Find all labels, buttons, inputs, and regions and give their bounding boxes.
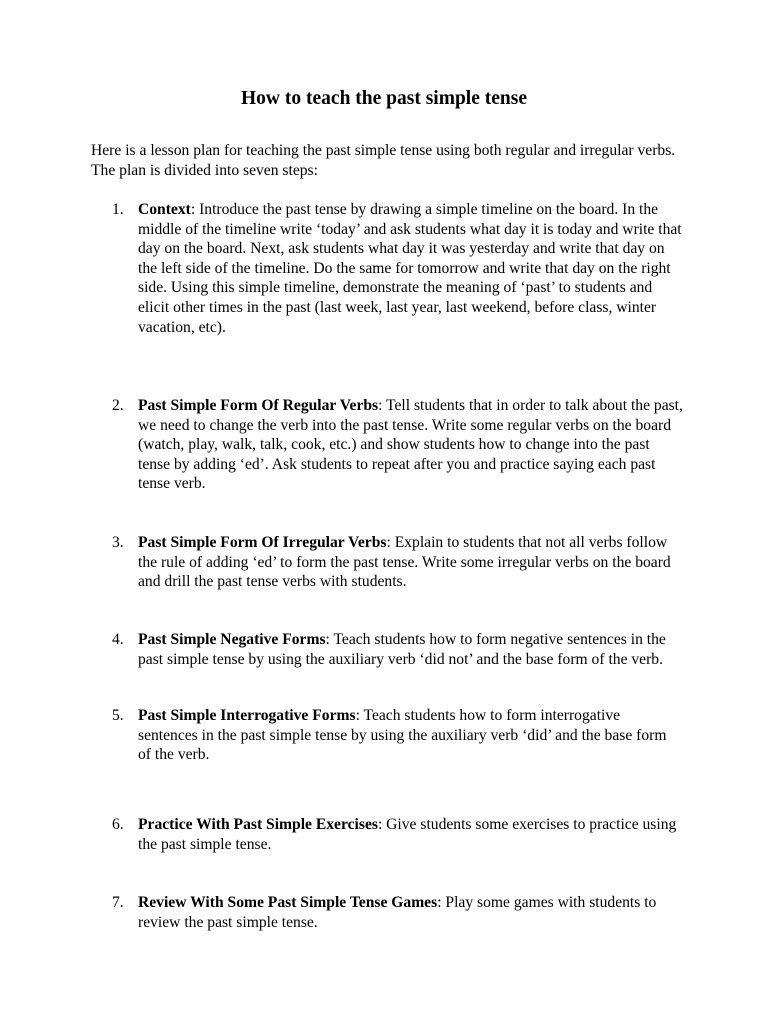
list-item-number: 4.: [112, 631, 124, 648]
list-item-heading: Past Simple Negative Forms: [138, 631, 326, 648]
list-item-text: [138, 200, 683, 337]
list-item-text: [138, 630, 683, 669]
list-item-text: [138, 396, 683, 494]
list-item-text: [138, 706, 683, 765]
list-item-number: 1.: [112, 201, 124, 218]
list-item-text: [138, 533, 683, 592]
list-item-body: : Introduce the past tense by drawing a simple timeline on the board. In the middle of the timeline write ‘today’ and ask students what day it is today and write that day on the board. Next, ask students what day it was yesterday and write that day on the left side of the timeline. Do the same for tomorrow and write that day on the right side. Using this simple timeline, demonstrate the meaning of ‘past’ to students and elicit other times in the past (last week, last year, last weekend, before class, winter vacation, etc).: [138, 201, 682, 336]
list-item-number: 7.: [112, 894, 124, 911]
list-item-body: : Explain to students that not all verbs follow the rule of adding ‘ed’ to form the past tense. Write some irregular verbs on the board and drill the past tense verbs with students.: [138, 534, 671, 591]
list-item-body: : Give students some exercises to practice using the past simple tense.: [138, 816, 677, 853]
list-item-body: : Play some games with students to review the past simple tense.: [138, 894, 657, 931]
list-item-number: 6.: [112, 816, 124, 833]
list-item-text: [138, 815, 683, 854]
list-item-heading: Review With Some Past Simple Tense Games: [138, 894, 438, 911]
list-item-body: : Tell students that in order to talk about the past, we need to change the verb into the past tense. Write some regular verbs on the board (watch, play, walk, talk, cook, etc.) and show students how to change into the past tense by adding ‘ed’. Ask students to repeat after you and practice saying each past tense verb.: [138, 397, 683, 493]
list-item-heading: Past Simple Form Of Irregular Verbs: [138, 534, 387, 551]
list-item-number: 2.: [112, 397, 124, 414]
list-item-body: : Teach students how to form interrogative sentences in the past simple tense by using the auxiliary verb ‘did’ and the base form of the verb.: [138, 707, 667, 764]
list-item-heading: Past Simple Interrogative Forms: [138, 707, 356, 724]
list-item-body: : Teach students how to form negative sentences in the past simple tense by using the auxiliary verb ‘did not’ and the base form of the verb.: [138, 631, 666, 668]
list-item-number: 3.: [112, 534, 124, 551]
list-item-heading: Past Simple Form Of Regular Verbs: [138, 397, 379, 414]
list-item-number: 5.: [112, 707, 124, 724]
list-item-heading: Practice With Past Simple Exercises: [138, 816, 378, 833]
list-item-heading: Context: [138, 201, 191, 218]
intro-paragraph: Here is a lesson plan for teaching the past simple tense using both regular and irregular verbs. The plan is divided into seven steps:: [91, 142, 676, 179]
document-title: How to teach the past simple tense: [241, 88, 527, 109]
list-item-text: [138, 893, 683, 932]
